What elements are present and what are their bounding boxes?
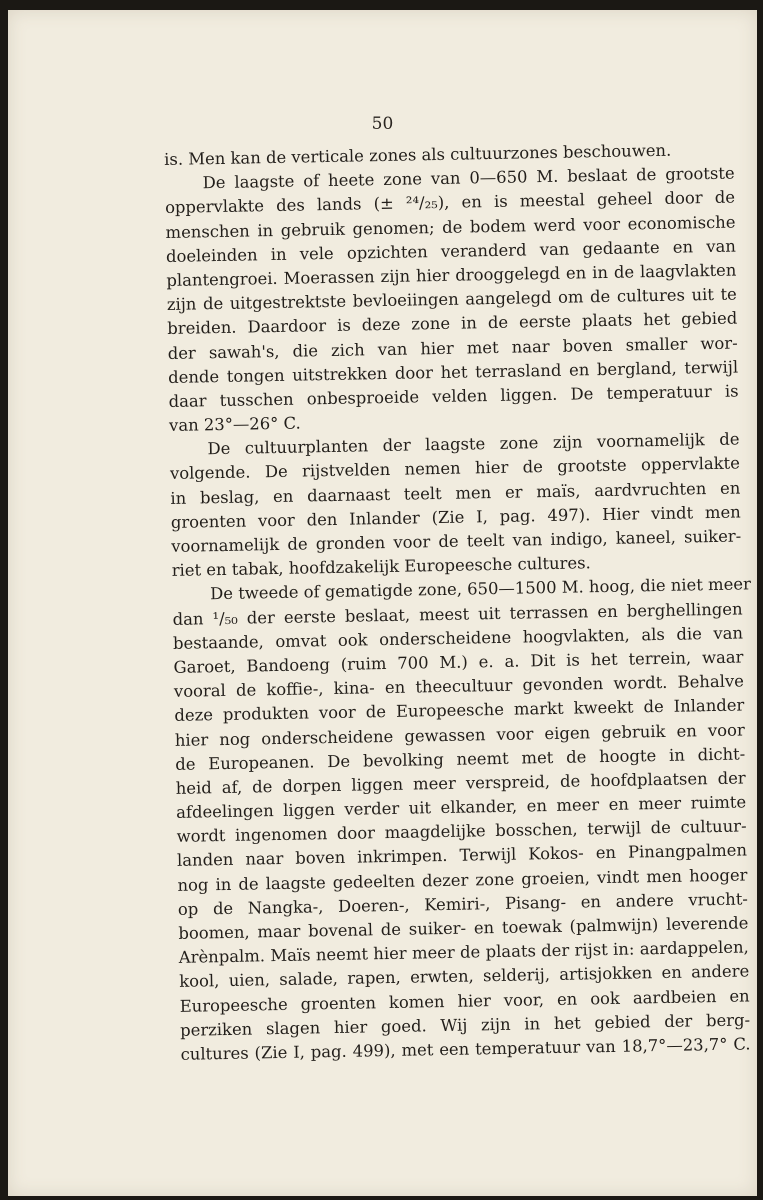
text-line: bestaande, omvat ook onderscheidene hoogvlakten, als die van (172, 623, 744, 653)
text-line: dan ¹/₅₀ der eerste beslaat, meest uit terrassen en berghellingen (172, 599, 743, 629)
text-line: perziken slagen hier goed. Wij zijn in het gebied der berg- (179, 1010, 751, 1040)
text-line: plantengroei. Moerassen zijn hier drooggelegd en in de laagvlakten (166, 260, 737, 290)
text-line: riet en tabak, hoofdzakelijk Europeesche cultures. (171, 553, 591, 581)
text-line: De tweede of gematigde zone, 650—1500 M. hoog, die niet meer (210, 574, 752, 604)
text-line: doeleinden in vele opzichten veranderd van gedaante en van (165, 236, 737, 266)
text-line: vooral de koffie-, kina- en theecultuur gevonden wordt. Behalve (173, 671, 745, 702)
text-line: deze produkten voor de Europeesche markt kweekt de Inlander (174, 695, 745, 726)
text-line: hier nog onderscheidene gewassen voor eigen gebruik en voor (174, 719, 745, 750)
text-line: De laagste of heete zone van 0—650 M. beslaat de grootste (202, 163, 735, 193)
text-line: boomen, maar bovenal de suiker- en toewak (palmwijn) leverende (178, 913, 749, 943)
text-line: oppervlakte des lands (± ²⁴/₂₅), en is meestal geheel door de (164, 187, 736, 218)
page-number: 50 (371, 114, 394, 134)
text-line: breiden. Daardoor is deze zone in de eerste plaats het gebied (167, 308, 738, 339)
text-line: Arènpalm. Maïs neemt hier meer de plaats der rijst in: aardappelen, (178, 937, 749, 968)
text-line: cultures (Zie I, pag. 499), met een temperatuur van 18,7°—23,7° C. (180, 1034, 751, 1064)
text-line: der sawah's, die zich van hier met naar boven smaller wor- (167, 333, 738, 363)
text-line: afdeelingen liggen verder uit elkander, en meer en meer ruimte (176, 792, 747, 822)
text-line: menschen in gebruik genomen; de bodem werd voor economische (165, 212, 736, 242)
text-line: daar tusschen onbesproeide velden liggen. De temperatuur is (168, 381, 739, 411)
text-line: Europeesche groenten komen hier voor, en ook aardbeien en (179, 985, 750, 1016)
text-line: kool, uien, salade, rapen, erwten, selderij, artisjokken en andere (179, 961, 750, 992)
text-line: volgende. De rijstvelden nemen hier de grootste oppervlakte (169, 453, 741, 484)
text-line: nog in de laagste gedeelten dezer zone groeien, vindt men hooger (177, 865, 748, 895)
text-line: is. Men kan de verticale zones als cultuurzones beschouwen. (164, 140, 672, 169)
text-line: in beslag, en daarnaast teelt men er maïs, aardvruchten en (170, 478, 741, 508)
text-line: op de Nangka-, Doeren-, Kemiri-, Pisang- en andere vrucht- (177, 889, 749, 919)
body-text (164, 138, 751, 1067)
text-line: dende tongen uitstrekken door het terrasland en bergland, terwijl (168, 357, 739, 387)
text-line: de Europeanen. De bevolking neemt met de hoogte in dicht- (175, 744, 746, 774)
text-line: zijn de uitgestrektste bevloeiingen aangelegd om de cultures uit te (166, 284, 737, 315)
book-page (8, 10, 757, 1196)
text-line: groenten voor den Inlander (Zie I, pag. 497). Hier vindt men (170, 502, 741, 532)
text-line: Garoet, Bandoeng (ruim 700 M.) e. a. Dit is het terrein, waar (173, 647, 744, 677)
text-line: De cultuurplanten der laagste zone zijn voornamelijk de (207, 429, 740, 459)
text-line: wordt ingenomen door maagdelijke bosschen, terwijl de cultuur- (176, 816, 747, 847)
text-line: voornamelijk de gronden voor de teelt van indigo, kaneel, suiker- (171, 526, 742, 556)
text-line: van 23°—26° C. (168, 413, 301, 436)
text-line: heid af, de dorpen liggen meer verspreid, de hoofdplaatsen der (175, 768, 746, 798)
text-line: landen naar boven inkrimpen. Terwijl Kokos- en Pinangpalmen (176, 840, 748, 871)
